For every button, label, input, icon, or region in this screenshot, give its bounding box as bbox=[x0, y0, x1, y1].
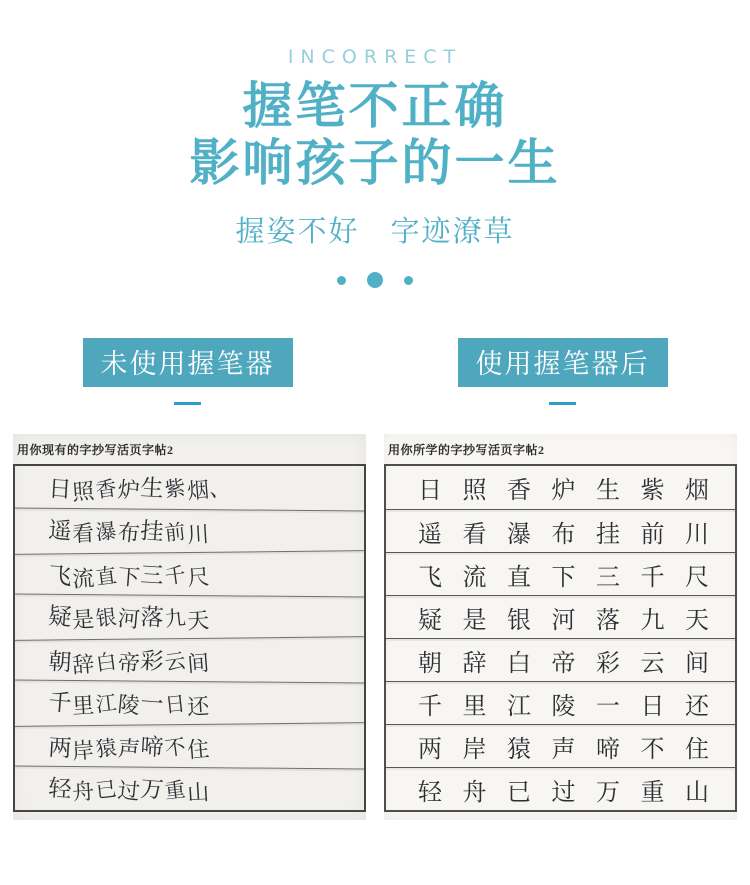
sheet-header-after: 用你所学的字抄写活页字帖2 bbox=[388, 443, 545, 457]
after-underline-dash bbox=[549, 402, 576, 405]
page-subtitle: 握姿不好 字迹潦草 bbox=[235, 214, 515, 248]
handwriting-line: 朝 辞 白 帝 彩 云 间 bbox=[386, 638, 735, 681]
page-title-line1: 握笔不正确 bbox=[242, 77, 508, 135]
handwriting-line: 朝 辞 白 帝 彩 云 间 bbox=[15, 636, 364, 683]
handwriting-line: 两 岸 猿 声 啼 不 住 bbox=[386, 724, 735, 767]
dot-icon bbox=[404, 276, 413, 285]
after-label-badge: 使用握笔器后 bbox=[458, 338, 668, 387]
page-title-line2: 影响孩子的一生 bbox=[189, 133, 561, 192]
handwriting-line: 遥 看 瀑 布 挂 前 川 bbox=[386, 509, 735, 552]
dot-icon bbox=[367, 272, 383, 288]
handwriting-sheet-after bbox=[384, 434, 737, 820]
handwriting-grid-before bbox=[13, 464, 366, 812]
before-label-column bbox=[0, 338, 375, 405]
sheet-header-before: 用你现有的字抄写活页字帖2 bbox=[17, 443, 174, 457]
handwriting-line: 疑 是 银 河 落 九 天 bbox=[15, 593, 364, 639]
handwriting-line: 疑 是 银 河 落 九 天 bbox=[386, 595, 735, 638]
handwriting-line: 飞 流 直 下 三 千 尺 bbox=[15, 550, 364, 597]
before-underline-dash bbox=[174, 402, 201, 405]
handwriting-line: 千 里 江 陵 一 日 还 bbox=[15, 679, 364, 725]
handwriting-grid-after bbox=[384, 464, 737, 812]
separator-dots bbox=[0, 272, 750, 288]
handwriting-line: 飞 流 直 下 三 千 尺 bbox=[386, 552, 735, 595]
handwriting-line: 两 岸 猿 声 啼 不 住 bbox=[15, 722, 364, 769]
page-title bbox=[0, 78, 750, 191]
handwriting-line: 日 照 香 炉 生 紫 烟 、 bbox=[47, 475, 233, 506]
dot-icon bbox=[337, 276, 346, 285]
before-label-badge: 未使用握笔器 bbox=[83, 338, 293, 387]
handwriting-line: 日 照 香 炉 生 紫 烟 bbox=[418, 476, 709, 504]
handwriting-sheet-before bbox=[13, 434, 366, 820]
handwriting-line: 轻 舟 已 过 万 重 山 bbox=[386, 767, 735, 810]
handwriting-line: 千 里 江 陵 一 日 还 bbox=[386, 681, 735, 724]
handwriting-line: 轻 舟 已 过 万 重 山 bbox=[15, 765, 364, 811]
eyebrow-label: INCORRECT bbox=[287, 46, 463, 68]
handwriting-comparison bbox=[0, 434, 750, 820]
after-label-column bbox=[375, 338, 750, 405]
comparison-labels bbox=[0, 338, 750, 405]
header-section bbox=[0, 0, 750, 288]
handwriting-line: 遥 看 瀑 布 挂 前 川 bbox=[15, 507, 364, 553]
